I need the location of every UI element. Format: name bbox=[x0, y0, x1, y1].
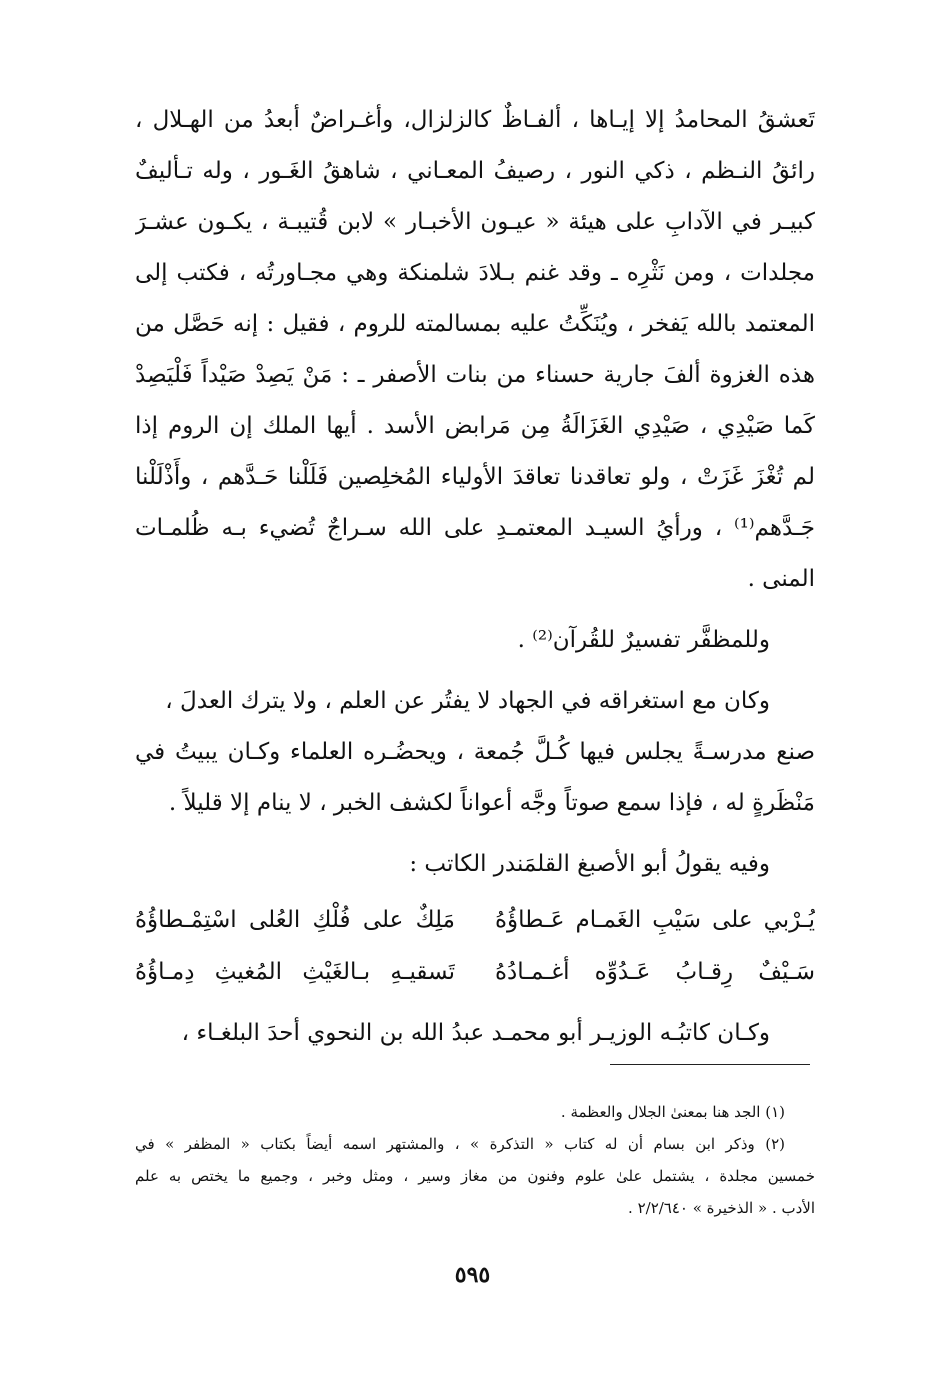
poem-hemistich: مَلِكٌ على فُلْكِ العُلى اسْتِمْـطاؤُهُ bbox=[135, 907, 455, 933]
text-line: كَما صَيْدِي ، صَيْدِي الغَزَالَةُ مِن مَرابض الأسد . أيها الملك إن الروم إذا bbox=[135, 413, 815, 439]
text-line: رائقُ النـظم ، ذكي النور ، رصيفُ المعـاني ، شاهقُ الغَـور ، وله تـأليفٌ bbox=[135, 158, 815, 184]
text-line: هذه الغزوة ألفَ جارية حسناء من بنات الأصفر ـ : مَنْ يَصِدْ صَيْداً فَلْيَصِدْ bbox=[135, 362, 815, 388]
footnote-2: (٢) وذكر ابن بسام أن له كتاب « التذكرة » ، والمشتهر اسمه أيضاً بكتاب « المظفر » في bbox=[135, 1135, 785, 1153]
poem-verse bbox=[135, 894, 815, 946]
poem-hemistich: يُـرْبي على سَيْبِ الغَمـام عَـطاؤُهُ bbox=[495, 907, 815, 933]
text-line: مَنْظَرةٍ له ، فإذا سمع صوتاً وجَّه أعواناً لكشف الخبر ، لا ينام إلا قليلاً . bbox=[168, 790, 815, 816]
paragraph-vizier: وكـان كاتبُـه الوزيـر أبو محمـد عبدُ الله بن النحوي أحدَ البلغـاء ، bbox=[181, 1020, 770, 1046]
footnote-2-cont: الأدب . « الذخيرة » ٢/٢/٦٤٠ . bbox=[628, 1199, 815, 1217]
text-line: مجلدات ، ومن نَثْرِه ـ وقد غنم بـلادَ شلمنكة وهي مجـاورتُه ، فكتب إلى bbox=[135, 260, 815, 286]
text-line: صنع مدرسـةً يجلس فيها كُـلَّ جُمعة ، ويحضُـره العلماء وكـان يبيتُ في bbox=[135, 739, 815, 765]
footnotes bbox=[135, 1096, 815, 1224]
poem-verse bbox=[135, 946, 815, 998]
poem-hemistich: سَـيْفٌ رِقـابُ عَـدُوِّه أغـمـادُهُ bbox=[495, 959, 815, 985]
text-line: لم تُغْزَ غَزَتْ ، ولو تعاقدنا تعاقدَ الأولياء المُخلِصين فَلَلْنا حَـدَّهم ، وأَذْلَلْنا bbox=[135, 464, 815, 490]
poem-introduction: وفيه يقولُ أبو الأصبغ القلمَندر الكاتب : bbox=[409, 851, 770, 877]
text-line: المعتمد بالله يَفخر ، ويُنَكِّتُ عليه بمسالمته للروم ، فقيل : إنه حَصَّل من bbox=[135, 311, 815, 337]
page-number: ٥٩٥ bbox=[454, 1262, 491, 1288]
text-line: المنى . bbox=[747, 566, 815, 592]
poem-hemistich: تَسقيـهِ بـالغَيْثِ المُغيثِ دِمـاؤُهُ bbox=[135, 959, 455, 985]
text-line: وكان مع استغراقه في الجهاد لا يفتُر عن العلم ، ولا يترك العدلَ ، bbox=[165, 688, 770, 714]
paragraph-tafsir: وللمظفَّر تفسيرٌ للقُرآن⁽²⁾ . bbox=[517, 627, 770, 653]
text-line: تَعشقُ المحامدُ إلا إيـاها ، ألفـاظٌ كالزلزال، وأغـراضٌ أبعدُ من الهـلال ، bbox=[135, 107, 815, 133]
text-line: جَـدَّهم⁽¹⁾ ، ورأيُ السيـد المعتمـدِ على الله سـراجٌ تُضيء بـه ظُلمـات bbox=[135, 515, 815, 541]
poem bbox=[135, 894, 815, 998]
footnote-1: (١) الجد هنا بمعنىٰ الجلال والعظمة . bbox=[560, 1103, 785, 1121]
footnote-2-cont: خمسين مجلدة ، يشتمل علىٰ علوم وفنون من مغاز وسير ، ومثل وخبر ، وجميع ما يختص به علم bbox=[135, 1167, 815, 1185]
footnote-separator bbox=[610, 1064, 810, 1065]
main-text bbox=[135, 95, 815, 1059]
text-line: كبيـر في الآدابِ على هيئة « عيـون الأخبـار » لابن قُتيبـة ، يكـون عشـرَ bbox=[135, 209, 815, 235]
